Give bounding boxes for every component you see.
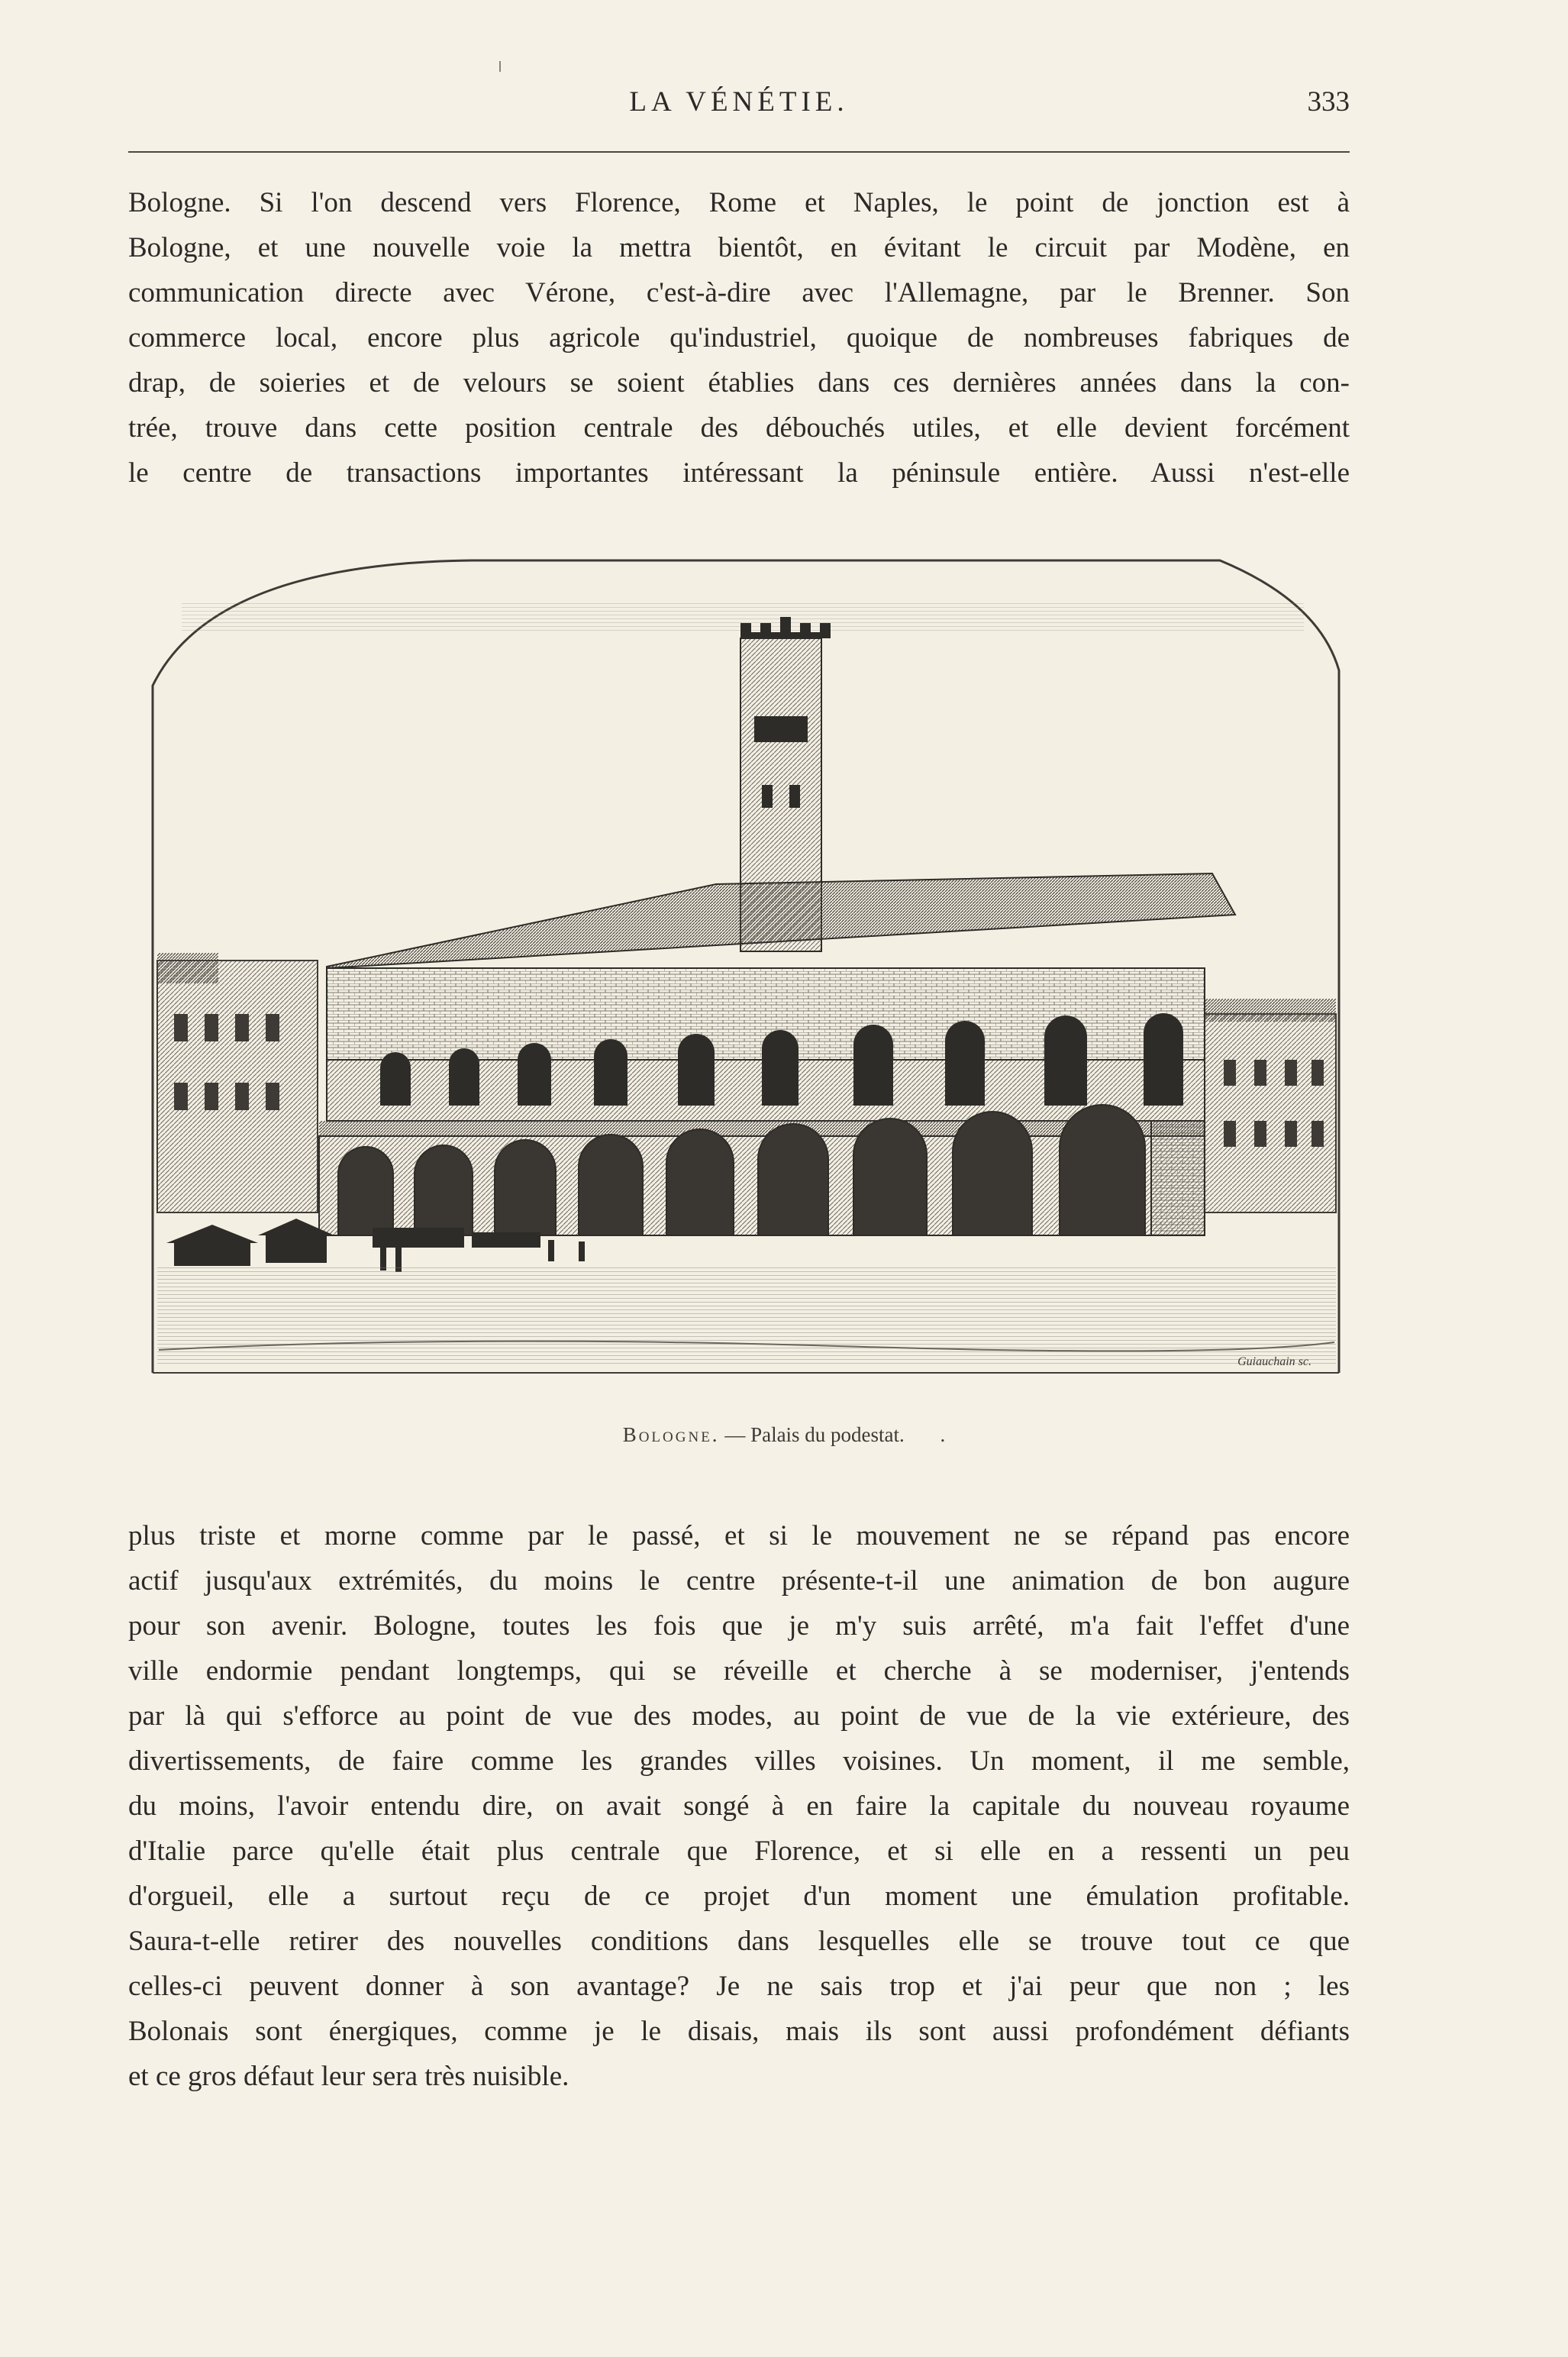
text-line: Bologne. Si l'on descend vers Florence, Rome et Naples, le point de jonction est à (128, 187, 1350, 218)
text-line: le centre de transactions importantes intéressant la péninsule entière. Aussi n'est-elle (128, 457, 1350, 489)
caption-text: Palais du podestat. (750, 1423, 905, 1446)
paragraph-bottom (128, 1513, 1350, 2099)
text-line: d'orgueil, elle a surtout reçu de ce projet d'un moment une émulation profitable. (128, 1881, 1350, 1912)
right-buildings (1205, 999, 1336, 1212)
text-line: du moins, l'avoir entendu dire, on avait songé à en faire la capitale du nouveau royaume (128, 1790, 1350, 1822)
text-line: et ce gros défaut leur sera très nuisible. (128, 2061, 569, 2092)
text-line: Saura-t-elle retirer des nouvelles conditions dans lesquelles elle se trouve tout ce que (128, 1926, 1350, 1957)
text-line: actif jusqu'aux extrémités, du moins le centre présente-t-il une animation de bon augure (128, 1565, 1350, 1597)
text-line: par là qui s'efforce au point de vue des modes, au point de vue de la vie extérieure, des (128, 1700, 1350, 1732)
caption-dot: . (940, 1423, 946, 1446)
text-line: pour son avenir. Bologne, toutes les fois que je m'y suis arrêté, m'a fait l'effet d'une (128, 1610, 1350, 1642)
palace-facade (319, 968, 1205, 1235)
figure-caption (0, 1423, 1568, 1447)
left-buildings (157, 953, 318, 1212)
text-line: drap, de soieries et de velours se soient établies dans ces dernières années dans la con- (128, 367, 1350, 399)
text-line: d'Italie parce qu'elle était plus centrale que Florence, et si elle en a ressenti un peu (128, 1836, 1350, 1867)
paragraph-top (128, 180, 1350, 496)
header-rule (128, 151, 1350, 153)
text-line: plus triste et morne comme par le passé, et si le mouvement ne se répand pas encore (128, 1520, 1350, 1551)
text-line: celles-ci peuvent donner à son avantage? Je ne sais trop et j'ai peur que non ; les (128, 1971, 1350, 2002)
text-line: communication directe avec Vérone, c'est-à-dire avec l'Allemagne, par le Brenner. Son (128, 277, 1350, 308)
caption-place: Bologne. (622, 1423, 720, 1446)
page-number: 333 (1307, 86, 1350, 118)
running-head (128, 86, 1350, 131)
text-line: Bologne, et une nouvelle voie la mettra bientôt, en évitant le circuit par Modène, en (128, 232, 1350, 263)
running-title: LA VÉNÉTIE. (629, 86, 849, 118)
engraver-signature: Guiauchain sc. (1237, 1355, 1312, 1368)
printer-tick-mark (499, 61, 501, 72)
caption-separator: — (724, 1423, 746, 1446)
text-line: divertissements, de faire comme les grandes villes voisines. Un moment, il me semble, (128, 1745, 1350, 1777)
engraving-palazzo-del-podesta (151, 556, 1341, 1393)
text-line: commerce local, encore plus agricole qu'industriel, quoique de nombreuses fabriques de (128, 322, 1350, 354)
text-line: Bolonais sont énergiques, comme je le disais, mais ils sont aussi profondément défiants (128, 2016, 1350, 2047)
text-line: trée, trouve dans cette position centrale des débouchés utiles, et elle devient forcément (128, 412, 1350, 444)
text-line: ville endormie pendant longtemps, qui se réveille et cherche à se moderniser, j'entends (128, 1655, 1350, 1687)
